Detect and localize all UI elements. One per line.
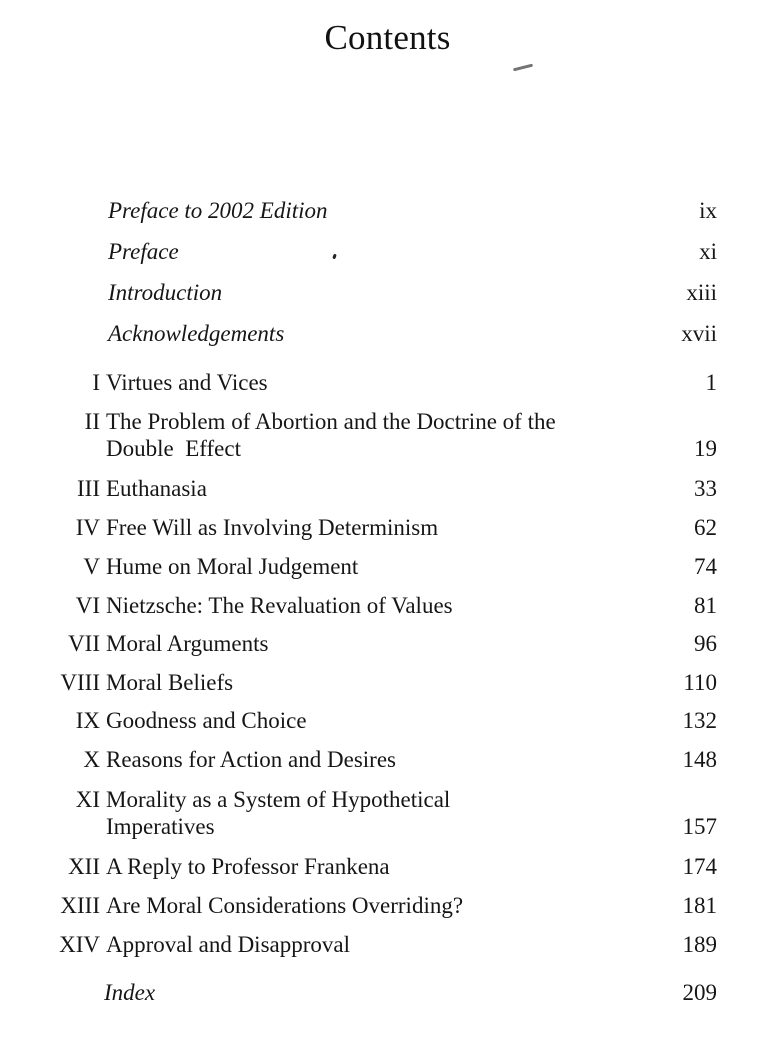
chapter-numeral: VII [68, 631, 100, 656]
toc-page-number: xi [699, 239, 717, 264]
toc-page-number: 81 [694, 593, 717, 618]
chapter-title [106, 786, 450, 840]
chapter-title: Reasons for Action and Desires [106, 747, 396, 772]
chapter-title: Euthanasia [106, 476, 207, 501]
chapter-title: Hume on Moral Judgement [106, 554, 359, 579]
chapter-title: Nietzsche: The Revaluation of Values [106, 593, 453, 618]
toc-entry-label: Introduction [108, 280, 223, 305]
toc-page-number: xiii [686, 280, 717, 305]
toc-entry-label: Preface to 2002 Edition [108, 198, 328, 223]
chapter-numeral: II [84, 409, 100, 434]
toc-page-number: 209 [682, 980, 717, 1005]
chapter-title [106, 408, 556, 462]
toc-page-number: 96 [694, 631, 717, 656]
toc-entry-label: Acknowledgements [108, 321, 285, 346]
chapter-title: Are Moral Considerations Overriding? [106, 893, 464, 918]
chapter-title: Goodness and Choice [106, 708, 307, 733]
toc-page-number: 33 [694, 476, 717, 501]
toc-page-number: 157 [682, 814, 717, 839]
chapter-numeral: XI [75, 787, 100, 812]
chapter-numeral: XII [68, 854, 100, 879]
toc-entry-label: Preface [108, 239, 179, 264]
chapter-title-line-2: Imperatives [106, 814, 215, 839]
toc-page-number: xvii [681, 321, 717, 346]
chapter-title-line-1: Morality as a System of Hypothetical [106, 787, 451, 812]
toc-page-number: 19 [694, 436, 717, 461]
chapter-title: A Reply to Professor Frankena [106, 854, 390, 879]
chapter-numeral: VI [75, 593, 100, 618]
toc-entry-label: Index [104, 980, 156, 1005]
chapter-numeral: III [77, 476, 100, 501]
chapter-title: Moral Beliefs [106, 670, 234, 695]
chapter-title-line-2: Double Effect [106, 436, 241, 461]
chapter-numeral: XIII [60, 893, 100, 918]
toc-page-number: 1 [705, 370, 717, 395]
toc-page-number: 174 [682, 854, 717, 879]
toc-page-number: 181 [682, 893, 717, 918]
toc-page-number: 110 [683, 670, 717, 695]
chapter-title: Virtues and Vices [106, 370, 268, 395]
toc-page-number: 189 [682, 932, 717, 957]
chapter-title: Moral Arguments [106, 631, 269, 656]
toc-page-number: 132 [682, 708, 717, 733]
toc-page-number: ix [699, 198, 717, 223]
toc-page-number: 148 [682, 747, 717, 772]
page-title: Contents [324, 18, 451, 57]
chapter-title: Approval and Disapproval [106, 932, 350, 957]
chapter-numeral: IV [75, 515, 100, 540]
scan-speck [332, 254, 337, 260]
chapter-numeral: X [83, 747, 100, 772]
chapter-title: Free Will as Involving Determinism [106, 515, 439, 540]
toc-page-number: 74 [694, 554, 717, 579]
chapter-numeral: VIII [60, 670, 100, 695]
chapter-numeral: V [83, 554, 100, 579]
toc-page-number: 62 [694, 515, 717, 540]
chapter-numeral: I [92, 370, 100, 395]
chapter-title-line-1: The Problem of Abortion and the Doctrine of the [106, 409, 556, 434]
scan-smudge [513, 64, 533, 72]
chapter-numeral: XIV [59, 932, 100, 957]
chapter-numeral: IX [75, 708, 100, 733]
